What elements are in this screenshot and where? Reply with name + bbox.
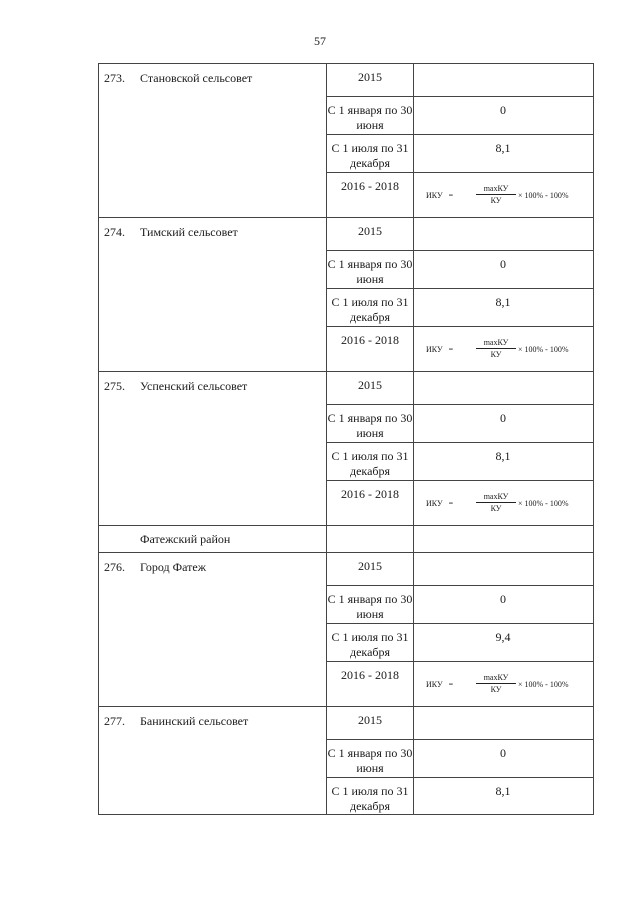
period-text: 2016 - 2018 xyxy=(341,487,399,501)
value-text: 0 xyxy=(500,411,506,425)
period-cell xyxy=(327,442,413,481)
formula-rhs: × 100% - 100% xyxy=(518,499,569,508)
value-cell xyxy=(412,777,594,816)
index-formula xyxy=(422,672,590,700)
period-cell xyxy=(327,404,413,443)
value-cell xyxy=(412,553,594,585)
period-cell xyxy=(327,172,413,219)
period-text: 2015 xyxy=(358,713,382,727)
period-text: 2015 xyxy=(358,378,382,392)
value-cell xyxy=(412,404,594,443)
value-cell xyxy=(412,326,594,373)
value-cell xyxy=(412,480,594,527)
period-text: С 1 января по 30 июня xyxy=(327,746,413,775)
value-cell xyxy=(412,623,594,662)
formula-lhs-text: ИКУ xyxy=(426,191,443,200)
period-text: 2015 xyxy=(358,559,382,573)
period-text: С 1 января по 30 июня xyxy=(327,103,413,132)
formula-lhs xyxy=(426,345,453,354)
period-text: 2016 - 2018 xyxy=(341,179,399,193)
period-cell xyxy=(327,777,413,816)
value-text: 8,1 xyxy=(495,784,511,798)
formula-lhs xyxy=(426,191,453,200)
settlement-block xyxy=(98,706,594,815)
period-text: С 1 июля по 31 декабря xyxy=(331,630,409,659)
page-number: 57 xyxy=(314,34,326,48)
formula-denominator: КУ xyxy=(490,196,502,205)
settlement-block xyxy=(98,371,594,526)
formula-rhs: × 100% - 100% xyxy=(518,345,569,354)
formula-fraction xyxy=(476,672,516,695)
settlement-label xyxy=(104,225,238,240)
period-text: 2015 xyxy=(358,70,382,84)
value-text: 8,1 xyxy=(495,295,511,309)
period-cell xyxy=(327,739,413,778)
formula-lhs-text: ИКУ xyxy=(426,345,443,354)
value-cell xyxy=(412,707,594,739)
settlement-label xyxy=(104,560,206,575)
settlement-label xyxy=(104,71,252,86)
period-text: С 1 июля по 31 декабря xyxy=(331,295,409,324)
formula-eq: = xyxy=(448,345,454,354)
period-text: С 1 января по 30 июня xyxy=(327,257,413,286)
period-text: 2016 - 2018 xyxy=(341,333,399,347)
period-cell xyxy=(327,134,413,173)
period-cell xyxy=(327,218,413,250)
period-cell xyxy=(327,623,413,662)
value-cell xyxy=(412,739,594,778)
index-formula xyxy=(422,337,590,365)
formula-denominator: КУ xyxy=(490,350,502,359)
table-left-border xyxy=(98,63,99,814)
formula-lhs-text: ИКУ xyxy=(426,680,443,689)
formula-fraction xyxy=(476,337,516,360)
settlement-block xyxy=(98,63,594,218)
table-bottom-border xyxy=(98,814,594,815)
value-cell xyxy=(412,218,594,250)
value-text: 8,1 xyxy=(495,141,511,155)
settlement-block xyxy=(98,217,594,372)
value-cell xyxy=(412,661,594,708)
formula-denominator: КУ xyxy=(490,504,502,513)
period-cell xyxy=(327,326,413,373)
formula-eq: = xyxy=(448,191,454,200)
formula-denominator: КУ xyxy=(490,685,502,694)
index-formula xyxy=(422,183,590,211)
formula-rhs: × 100% - 100% xyxy=(518,680,569,689)
value-cell xyxy=(412,172,594,219)
period-cell xyxy=(327,372,413,404)
value-cell xyxy=(412,442,594,481)
value-text: 0 xyxy=(500,592,506,606)
settlement-number: 276. xyxy=(104,560,125,574)
value-cell xyxy=(412,250,594,289)
value-text: 8,1 xyxy=(495,449,511,463)
value-cell xyxy=(412,288,594,327)
value-text: 0 xyxy=(500,103,506,117)
period-text: С 1 июля по 31 декабря xyxy=(331,449,409,478)
settlement-number: 277. xyxy=(104,714,125,728)
formula-eq: = xyxy=(448,680,454,689)
settlement-name: Успенский сельсовет xyxy=(140,379,248,393)
value-cell xyxy=(412,585,594,624)
period-cell xyxy=(327,553,413,585)
period-cell xyxy=(327,96,413,135)
period-cell xyxy=(327,288,413,327)
settlement-number: 275. xyxy=(104,379,125,393)
settlement-block xyxy=(98,552,594,707)
index-formula xyxy=(422,491,590,519)
period-text: С 1 января по 30 июня xyxy=(327,592,413,621)
period-cell xyxy=(327,661,413,708)
period-text: С 1 июля по 31 декабря xyxy=(331,141,409,170)
period-cell xyxy=(327,480,413,527)
formula-eq: = xyxy=(448,499,454,508)
value-cell xyxy=(412,372,594,404)
value-cell xyxy=(412,64,594,96)
period-cell xyxy=(327,64,413,96)
period-cell xyxy=(327,585,413,624)
value-text: 0 xyxy=(500,746,506,760)
formula-fraction xyxy=(476,183,516,206)
settlement-label xyxy=(104,379,247,394)
period-text: С 1 января по 30 июня xyxy=(327,411,413,440)
settlement-number: 273. xyxy=(104,71,125,85)
formula-rhs: × 100% - 100% xyxy=(518,191,569,200)
period-text: С 1 июля по 31 декабря xyxy=(331,784,409,813)
formula-numerator: maxКУ xyxy=(476,491,516,503)
tariff-table xyxy=(98,63,594,814)
settlement-number: 274. xyxy=(104,225,125,239)
table-right-border xyxy=(593,63,594,814)
value-cell xyxy=(412,96,594,135)
formula-fraction xyxy=(476,491,516,514)
period-cell xyxy=(327,250,413,289)
formula-numerator: maxКУ xyxy=(476,337,516,349)
formula-lhs xyxy=(426,680,453,689)
settlement-name: Тимский сельсовет xyxy=(140,225,238,239)
settlement-label xyxy=(104,714,248,729)
formula-lhs-text: ИКУ xyxy=(426,499,443,508)
settlement-name: Город Фатеж xyxy=(140,560,206,574)
period-text: 2015 xyxy=(358,224,382,238)
formula-lhs xyxy=(426,499,453,508)
district-row xyxy=(98,525,594,553)
value-cell xyxy=(412,134,594,173)
value-text: 0 xyxy=(500,257,506,271)
formula-numerator: maxКУ xyxy=(476,183,516,195)
settlement-name: Становской сельсовет xyxy=(140,71,253,85)
formula-numerator: maxКУ xyxy=(476,672,516,684)
period-cell xyxy=(327,707,413,739)
period-text: 2016 - 2018 xyxy=(341,668,399,682)
value-text: 9,4 xyxy=(495,630,511,644)
settlement-name: Банинский сельсовет xyxy=(140,714,249,728)
district-name: Фатежский район xyxy=(140,532,231,546)
